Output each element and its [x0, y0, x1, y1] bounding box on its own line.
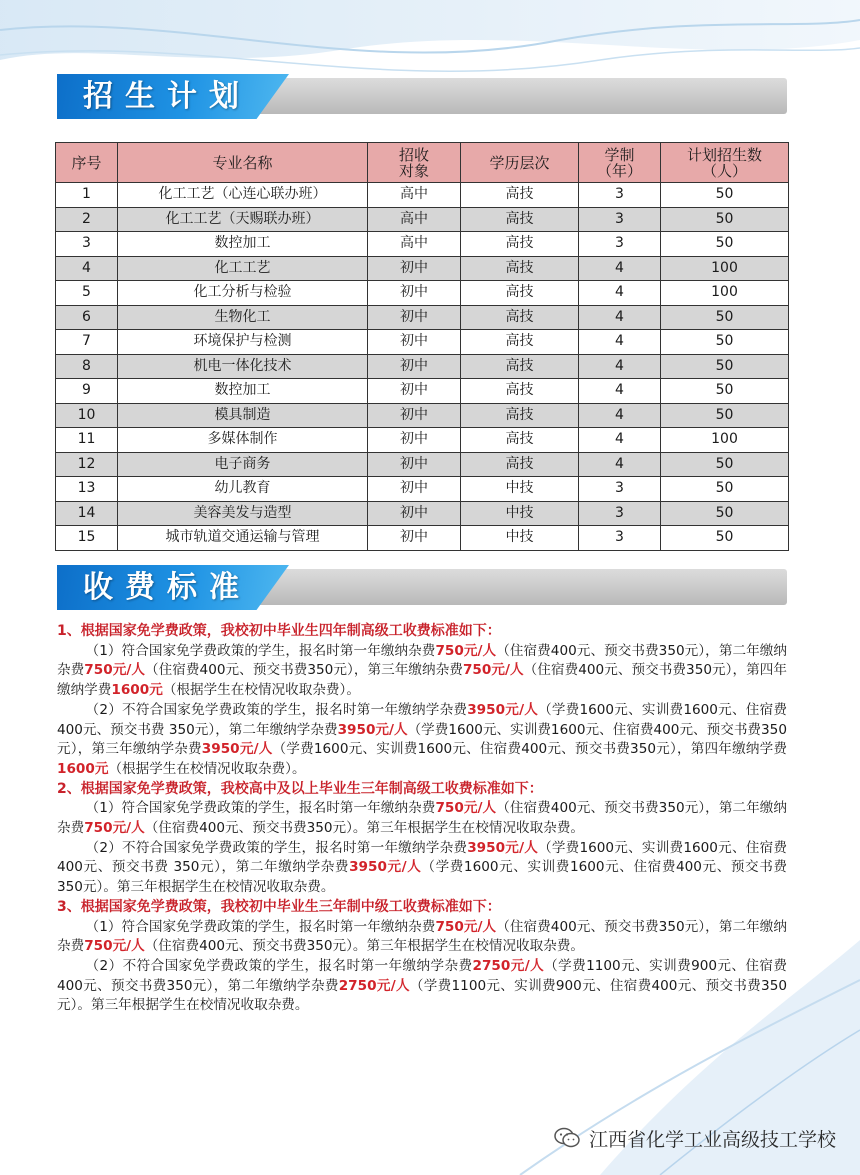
table-cell: 高技 [461, 354, 579, 379]
table-cell: 生物化工 [118, 305, 368, 330]
table-cell: 7 [56, 330, 118, 355]
table-cell: 4 [56, 256, 118, 281]
table-cell: 初中 [368, 281, 461, 306]
table-cell: 化工分析与检验 [118, 281, 368, 306]
table-row [56, 281, 789, 306]
fee-text: （住宿费400元、预交书费350元），第二年缴纳杂费 [57, 918, 788, 955]
table-cell: 100 [661, 281, 789, 306]
fee-text: （学费1600元、实训费1600元、住宿费400元、预交书费350元），第四年缴纳学费 [272, 741, 787, 758]
table-cell: 高技 [461, 428, 579, 453]
table-cell: 电子商务 [118, 452, 368, 477]
fee-text: （1）符合国家免学费政策的学生，报名时第一年缴纳杂费 [85, 918, 436, 935]
table-cell: 化工工艺（天赐联办班） [118, 207, 368, 232]
table-cell: 高中 [368, 207, 461, 232]
fee-text: （住宿费400元、预交书费350元），第四年缴纳学费 [57, 662, 788, 699]
account-watermark [553, 1123, 836, 1153]
table-cell: 4 [579, 305, 661, 330]
column-header: 序号 [56, 143, 118, 183]
table-cell: 初中 [368, 477, 461, 502]
table-cell: 3 [56, 232, 118, 257]
table-cell: 高技 [461, 281, 579, 306]
fee-amount: 1600元 [111, 682, 163, 699]
table-cell: 化工工艺 [118, 256, 368, 281]
section-title-plan: 招生计划 [83, 79, 251, 114]
fee-amount: 750元/人 [84, 938, 145, 955]
fee-text: （住宿费400元、预交书费350元），第二年缴纳杂费 [57, 642, 788, 679]
fee-text: （根据学生在校情况收取杂费）。 [108, 760, 306, 777]
fee-amount: 750元/人 [462, 662, 524, 679]
column-header: 招收 对象 [368, 143, 461, 183]
table-cell: 初中 [368, 428, 461, 453]
fee-paragraph [57, 642, 787, 701]
table-row [56, 501, 789, 526]
table-row [56, 305, 789, 330]
table-cell: 4 [579, 256, 661, 281]
fee-paragraph [57, 918, 787, 957]
table-cell: 14 [56, 501, 118, 526]
table-cell: 初中 [368, 330, 461, 355]
table-cell: 中技 [461, 477, 579, 502]
table-cell: 3 [579, 207, 661, 232]
table-cell: 50 [661, 477, 789, 502]
table-cell: 机电一体化技术 [118, 354, 368, 379]
table-cell: 初中 [368, 379, 461, 404]
fee-text: （学费1600元、实训费1600元、住宿费400元、预交书费350元），第三年缴纳学杂费 [57, 721, 787, 758]
table-cell: 50 [661, 330, 789, 355]
fee-amount: 750元/人 [84, 662, 145, 679]
table-row [56, 477, 789, 502]
fee-amount: 3950元/人 [337, 721, 408, 738]
table-cell: 50 [661, 232, 789, 257]
column-header: 计划招生数 （人） [661, 143, 789, 183]
table-cell: 50 [661, 183, 789, 208]
table-cell: 50 [661, 207, 789, 232]
table-cell: 50 [661, 379, 789, 404]
table-cell: 6 [56, 305, 118, 330]
table-cell: 3 [579, 183, 661, 208]
table-cell: 15 [56, 526, 118, 551]
table-cell: 高技 [461, 256, 579, 281]
fee-text: （1）符合国家免学费政策的学生，报名时第一年缴纳杂费 [85, 642, 436, 659]
table-cell: 100 [661, 256, 789, 281]
banner-grey-bar [207, 569, 787, 605]
fee-paragraph [57, 839, 787, 898]
table-cell: 高技 [461, 452, 579, 477]
table-row [56, 379, 789, 404]
table-cell: 城市轨道交通运输与管理 [118, 526, 368, 551]
table-cell: 11 [56, 428, 118, 453]
table-cell: 中技 [461, 501, 579, 526]
table-cell: 高中 [368, 232, 461, 257]
fee-paragraph [57, 799, 787, 838]
fee-amount: 1600元 [57, 760, 109, 777]
table-row [56, 330, 789, 355]
fee-text: （2）不符合国家免学费政策的学生，报名时第一年缴纳学杂费 [85, 701, 468, 718]
section-title-fees: 收费标准 [83, 570, 251, 605]
table-cell: 1 [56, 183, 118, 208]
table-cell: 中技 [461, 526, 579, 551]
table-cell: 4 [579, 354, 661, 379]
fee-amount: 3950元/人 [467, 701, 539, 718]
table-header-row [56, 143, 789, 183]
table-cell: 高技 [461, 379, 579, 404]
fee-text: （根据学生在校情况收取杂费）。 [162, 682, 360, 699]
table-row [56, 428, 789, 453]
table-cell: 3 [579, 232, 661, 257]
column-header: 专业名称 [118, 143, 368, 183]
table-cell: 高技 [461, 183, 579, 208]
column-header: 学制 （年） [579, 143, 661, 183]
table-cell: 高技 [461, 403, 579, 428]
table-cell: 3 [579, 526, 661, 551]
table-cell: 50 [661, 452, 789, 477]
table-cell: 100 [661, 428, 789, 453]
fee-text: （学费1600元、实训费1600元、住宿费400元、预交书费 350元），第二年缴纳学杂费 [57, 839, 787, 876]
table-cell: 4 [579, 330, 661, 355]
fee-amount: 750元/人 [84, 820, 145, 837]
table-row [56, 452, 789, 477]
watermark-text: 江西省化学工业高级技工学校 [588, 1128, 836, 1151]
table-cell: 环境保护与检测 [118, 330, 368, 355]
fee-text: （住宿费400元、预交书费350元）。第三年根据学生在校情况收取杂费。 [144, 820, 585, 837]
fee-standard-banner [57, 565, 787, 610]
table-cell: 4 [579, 428, 661, 453]
table-cell: 模具制造 [118, 403, 368, 428]
fee-amount: 3950元/人 [467, 839, 539, 856]
table-cell: 13 [56, 477, 118, 502]
fee-text: （住宿费400元、预交书费350元），第二年缴纳杂费 [57, 800, 788, 837]
fee-section-heading: 1、根据国家免学费政策，我校初中毕业生四年制高级工收费标准如下： [57, 623, 501, 639]
fee-text: （住宿费400元、预交书费350元）。第三年根据学生在校情况收取杂费。 [144, 938, 585, 955]
banner-grey-bar [207, 78, 787, 114]
table-cell: 3 [579, 477, 661, 502]
table-cell: 高中 [368, 183, 461, 208]
fee-amount: 750元/人 [435, 642, 497, 659]
fee-text: （学费1100元、实训费900元、住宿费400元、预交书费350元）。第三年根据学生在校情况收取杂费。 [57, 977, 787, 1014]
table-body [56, 183, 789, 551]
fee-text: （学费1100元、实训费900元、住宿费400元、预交书费350元），第二年缴纳学杂费 [57, 957, 787, 994]
table-cell: 高技 [461, 305, 579, 330]
table-cell: 10 [56, 403, 118, 428]
table-cell: 50 [661, 526, 789, 551]
table-cell: 50 [661, 354, 789, 379]
table-cell: 初中 [368, 305, 461, 330]
table-cell: 高技 [461, 232, 579, 257]
column-header: 学历层次 [461, 143, 579, 183]
fee-text: （学费1600元、实训费1600元、住宿费400元、预交书费 350元），第二年缴纳学杂费 [57, 701, 787, 738]
enrollment-plan-table [55, 142, 789, 551]
table-cell: 化工工艺（心连心联办班） [118, 183, 368, 208]
table-row [56, 232, 789, 257]
table-cell: 4 [579, 403, 661, 428]
table-cell: 高技 [461, 207, 579, 232]
table-cell: 多媒体制作 [118, 428, 368, 453]
table-cell: 2 [56, 207, 118, 232]
fee-amount: 2750元/人 [338, 977, 410, 994]
fee-standard-text [57, 622, 787, 1016]
table-cell: 4 [579, 452, 661, 477]
fee-amount: 750元/人 [435, 800, 497, 817]
table-cell: 9 [56, 379, 118, 404]
fee-text: （学费1600元、实训费1600元、住宿费400元、预交书费 350元）。第三年根据学生在校情况收取杂费。 [57, 859, 787, 896]
fee-amount: 750元/人 [435, 918, 497, 935]
table-cell: 4 [579, 379, 661, 404]
fee-amount: 2750元/人 [472, 957, 545, 974]
fee-text: （2）不符合国家免学费政策的学生，报名时第一年缴纳学杂费 [85, 839, 468, 856]
fee-amount: 3950元/人 [201, 741, 273, 758]
fee-section-heading: 2、根据国家免学费政策，我校高中及以上毕业生三年制高级工收费标准如下： [57, 780, 543, 797]
enrollment-plan-banner [57, 74, 787, 119]
table-cell: 3 [579, 501, 661, 526]
table-row [56, 256, 789, 281]
table-cell: 初中 [368, 501, 461, 526]
table-cell: 5 [56, 281, 118, 306]
fee-amount: 3950元/人 [349, 859, 422, 876]
table-cell: 初中 [368, 526, 461, 551]
wechat-icon [553, 1126, 581, 1150]
fee-paragraph [57, 957, 787, 1016]
fee-paragraph [57, 701, 787, 780]
table-cell: 初中 [368, 403, 461, 428]
fee-section-heading: 3、根据国家免学费政策，我校初中毕业生三年制中级工收费标准如下： [57, 898, 501, 915]
fee-text: （1）符合国家免学费政策的学生，报名时第一年缴纳杂费 [85, 800, 436, 817]
table-cell: 高技 [461, 330, 579, 355]
table-cell: 50 [661, 501, 789, 526]
table-cell: 初中 [368, 256, 461, 281]
table-cell: 50 [661, 403, 789, 428]
fee-text: （住宿费400元、预交书费350元），第三年缴纳杂费 [145, 662, 463, 679]
table-cell: 美容美发与造型 [118, 501, 368, 526]
table-row [56, 354, 789, 379]
table-row [56, 526, 789, 551]
table-row [56, 403, 789, 428]
fee-text: （2）不符合国家免学费政策的学生，报名时第一年缴纳学杂费 [85, 957, 473, 974]
table-cell: 数控加工 [118, 232, 368, 257]
table-row [56, 207, 789, 232]
table-cell: 8 [56, 354, 118, 379]
table-cell: 数控加工 [118, 379, 368, 404]
table-cell: 初中 [368, 354, 461, 379]
table-cell: 12 [56, 452, 118, 477]
table-cell: 初中 [368, 452, 461, 477]
table-cell: 4 [579, 281, 661, 306]
table-row [56, 183, 789, 208]
table-cell: 50 [661, 305, 789, 330]
table-cell: 幼儿教育 [118, 477, 368, 502]
